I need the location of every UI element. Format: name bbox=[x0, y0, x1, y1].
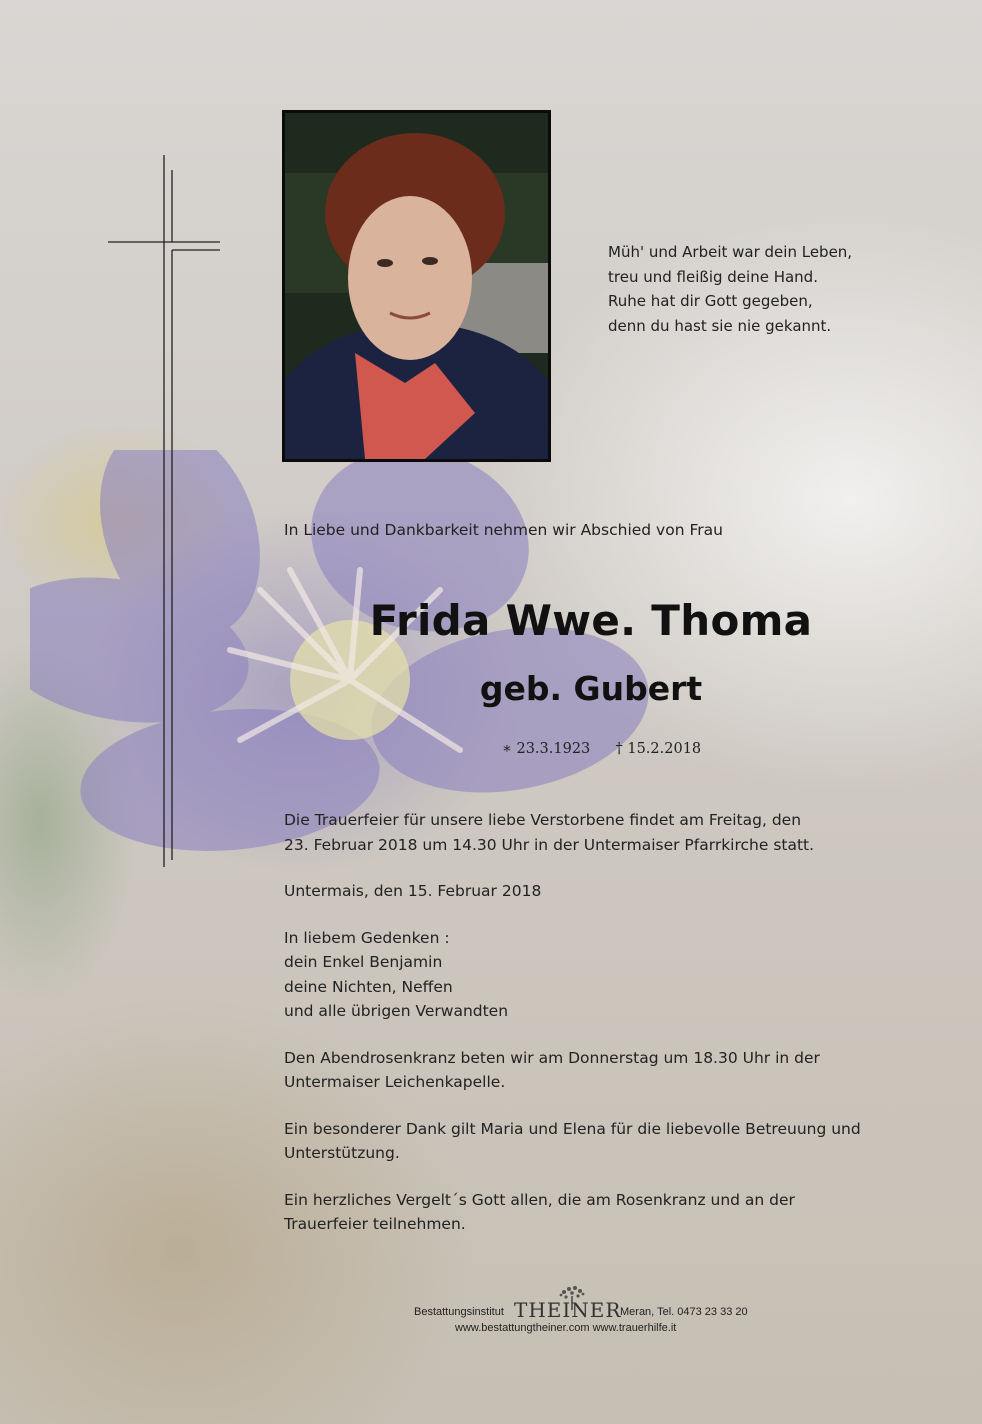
text-line: Ein besonderer Dank gilt Maria und Elena für die liebevolle Betreuung und bbox=[284, 1119, 861, 1138]
death-cross-icon: † bbox=[615, 741, 623, 757]
text-line: Trauerfeier teilnehmen. bbox=[284, 1215, 466, 1233]
text-line: Den Abendrosenkranz beten wir am Donnerstag um 18.30 Uhr in der bbox=[284, 1048, 820, 1067]
farewell-intro: In Liebe und Dankbarkeit nehmen wir Abschied von Frau bbox=[284, 521, 723, 539]
gratitude-paragraph bbox=[284, 1188, 904, 1237]
text-line: Untermais, den 15. Februar 2018 bbox=[284, 882, 542, 900]
text-line: Ein herzliches Vergelt´s Gott allen, die am Rosenkranz und an der bbox=[284, 1190, 795, 1209]
place-date bbox=[284, 879, 904, 904]
text-line: Unterstützung. bbox=[284, 1144, 400, 1162]
death-date: 15.2.2018 bbox=[627, 741, 702, 757]
portrait-photo bbox=[285, 113, 548, 459]
footer-websites: www.bestattungtheiner.com www.trauerhilfe.it bbox=[455, 1322, 677, 1334]
text-line: deine Nichten, Neffen bbox=[284, 977, 453, 996]
notice-body bbox=[284, 808, 904, 1259]
deceased-name: Frida Wwe. Thoma bbox=[369, 596, 813, 645]
footer-label: Bestattungsinstitut bbox=[414, 1306, 504, 1318]
birth-star-icon: ∗ bbox=[502, 741, 512, 757]
memorial-poem bbox=[608, 240, 928, 338]
maiden-name: geb. Gubert bbox=[479, 669, 703, 708]
text-line: In liebem Gedenken : bbox=[284, 928, 450, 947]
life-dates bbox=[502, 741, 701, 757]
poem-line: denn du hast sie nie gekannt. bbox=[608, 316, 832, 335]
poem-line: treu und fleißig deine Hand. bbox=[608, 267, 818, 286]
cross-symbol bbox=[108, 155, 222, 867]
poem-line: Ruhe hat dir Gott gegeben, bbox=[608, 292, 813, 310]
text-line: und alle übrigen Verwandten bbox=[284, 1002, 509, 1020]
text-line: Die Trauerfeier für unsere liebe Verstorbene findet am Freitag, den bbox=[284, 811, 802, 829]
mourners-list bbox=[284, 926, 904, 1024]
portrait-frame bbox=[282, 110, 551, 462]
thanks-paragraph bbox=[284, 1117, 904, 1166]
text-line: dein Enkel Benjamin bbox=[284, 953, 443, 971]
footer-contact: Meran, Tel. 0473 23 33 20 bbox=[620, 1306, 748, 1318]
rosary-paragraph bbox=[284, 1046, 904, 1095]
poem-line: Müh' und Arbeit war dein Leben, bbox=[608, 243, 853, 261]
funeral-home-brand: THEINER bbox=[514, 1298, 622, 1322]
text-line: Untermaiser Leichenkapelle. bbox=[284, 1073, 506, 1091]
funeral-paragraph bbox=[284, 808, 904, 857]
birth-date: 23.3.1923 bbox=[516, 741, 591, 757]
text-line: 23. Februar 2018 um 14.30 Uhr in der Untermaiser Pfarrkirche statt. bbox=[284, 835, 815, 854]
funeral-home-footer bbox=[380, 1288, 800, 1334]
